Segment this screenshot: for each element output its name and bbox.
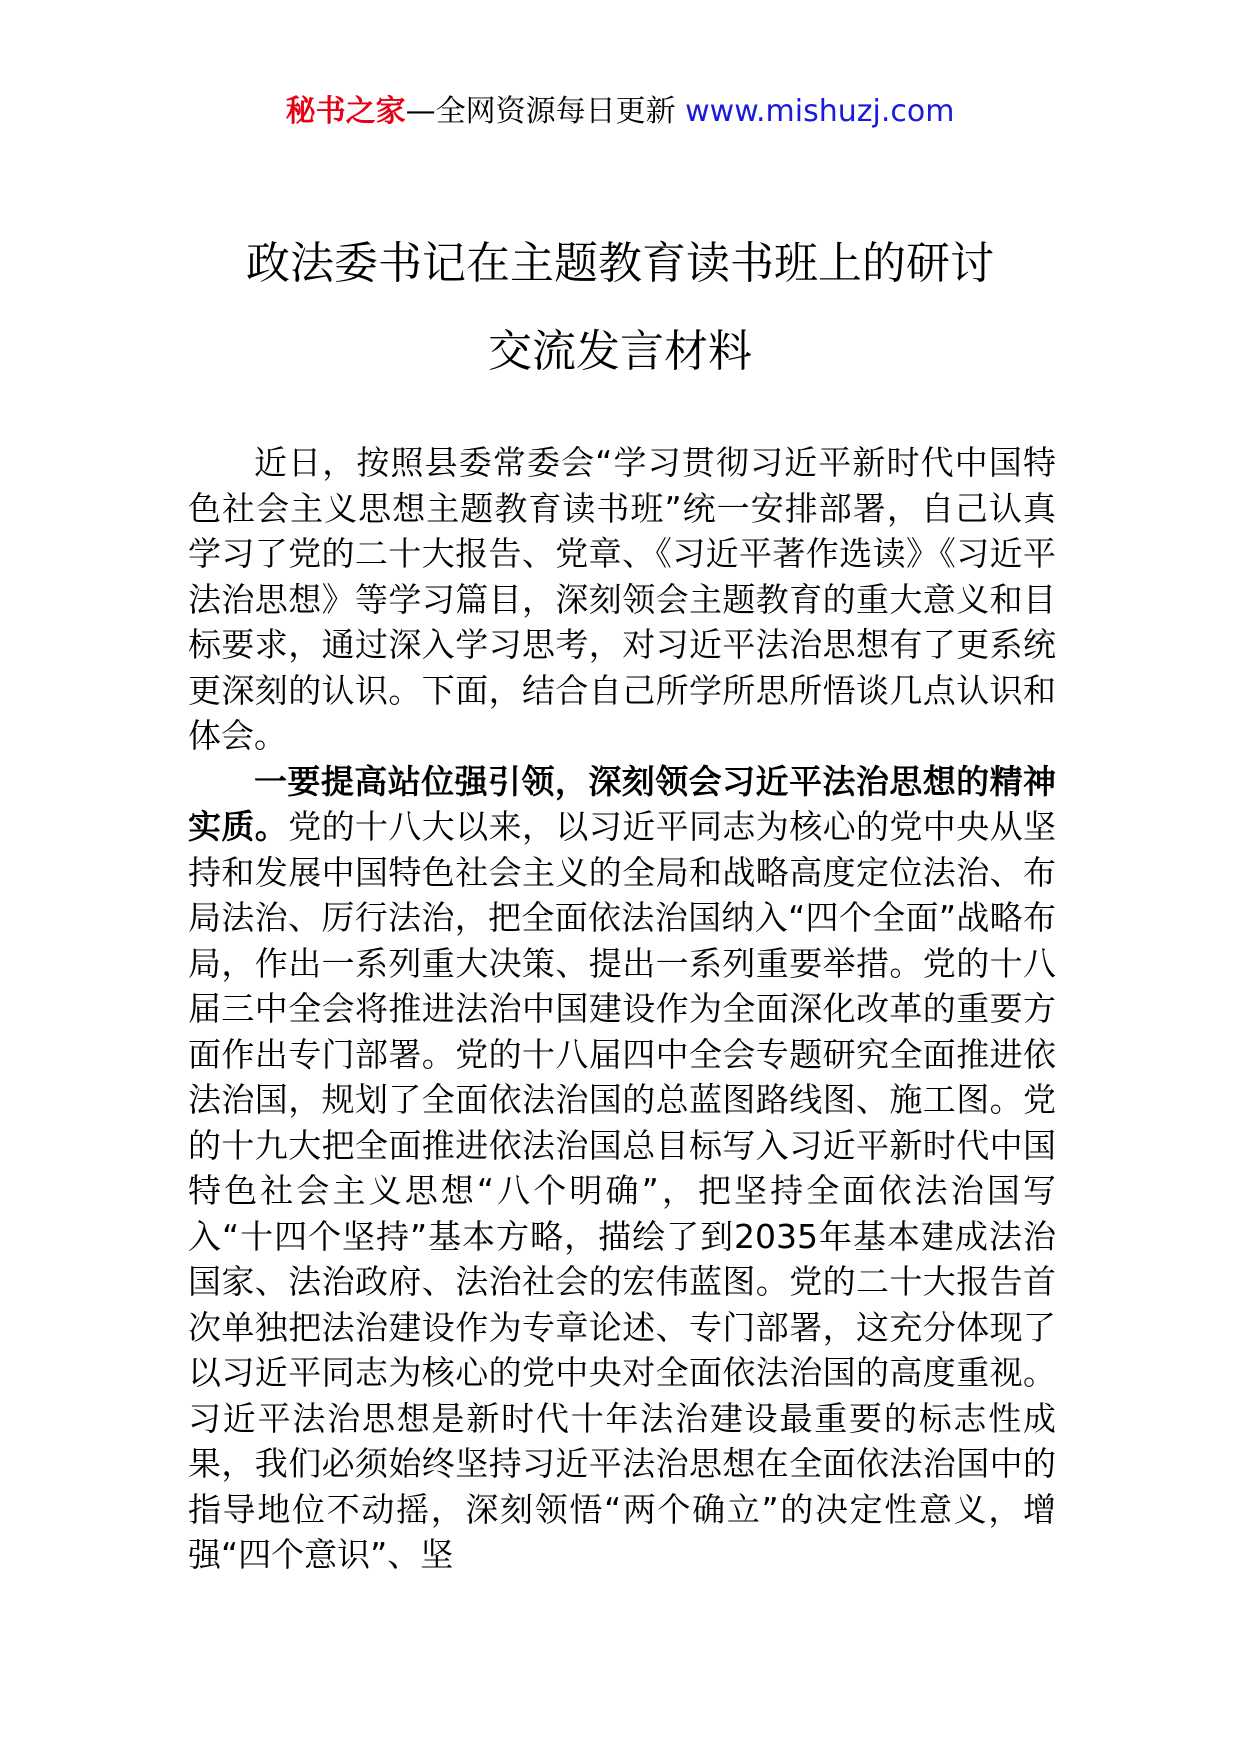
document-title-line-2: 交流发言材料 (488, 326, 752, 377)
site-url-link[interactable]: www.mishuzj.com (685, 94, 955, 129)
intro-paragraph: 近日，按照县委常委会“学习贯彻习近平新时代中国特色社会主义思想主题教育读书班”统一安排部署，自己认真学习了党的二十大报告、党章、《习近平著作选读》《习近平法治思想》等学习篇目，深刻领会主题教育的重大意义和目标要求，通过深入学习思考，对习近平法治思想有了更系统更深刻的认识。下面，结合自己所学所思所悟谈几点认识和体会。 (188, 443, 1056, 755)
site-header (0, 92, 1240, 132)
section-1-paragraph (188, 759, 1056, 1578)
document-title-line-1: 政法委书记在主题教育读书班上的研讨 (246, 238, 994, 289)
site-brand: 秘书之家 (285, 94, 406, 129)
document-body (188, 440, 1056, 1578)
section-1-heading: 一要提高站位强引领，深刻领会习近平法治思想的精神实质。 (188, 761, 1056, 846)
section-1-body: 党的十八大以来，以习近平同志为核心的党中央从坚持和发展中国特色社会主义的全局和战略高度定位法治、布局法治、厉行法治，把全面依法治国纳入“四个全面”战略布局，作出一系列重大决策、提出一系列重要举措。党的十八届三中全会将推进法治中国建设作为全面深化改革的重要方面作出专门部署。党的十八届四中全会专题研究全面推进依法治国，规划了全面依法治国的总蓝图路线图、施工图。党的十九大把全面推进依法治国总目标写入习近平新时代中国特色社会主义思想“八个明确”，把坚持全面依法治国写入“十四个坚持”基本方略，描绘了到2035年基本建成法治国家、法治政府、法治社会的宏伟蓝图。党的二十大报告首次单独把法治建设作为专章论述、专门部署，这充分体现了以习近平同志为核心的党中央对全面依法治国的高度重视。习近平法治思想是新时代十年法治建设最重要的标志性成果，我们必须始终坚持习近平法治思想在全面依法治国中的指导地位不动摇，深刻领悟“两个确立”的决定性意义，增强“四个意识”、坚 (188, 807, 1057, 1574)
site-tagline: —全网资源每日更新 (405, 94, 686, 129)
